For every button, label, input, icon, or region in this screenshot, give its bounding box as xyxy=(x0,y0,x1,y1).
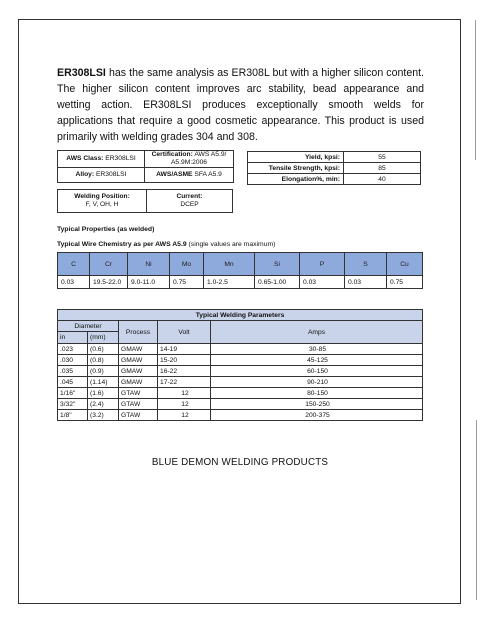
chemistry-header-row xyxy=(58,253,423,276)
chem-header: Mo xyxy=(170,253,204,276)
product-name: ER308LSI xyxy=(57,67,106,79)
chem-value: 0.75 xyxy=(170,276,204,289)
amps: 150-250 xyxy=(211,399,423,410)
process: GMAW xyxy=(119,344,158,355)
mechanical-properties-table xyxy=(247,151,421,185)
chem-value: 0.65-1.00 xyxy=(255,276,300,289)
process: GTAW xyxy=(119,399,158,410)
diameter-in: 3/32" xyxy=(58,399,88,410)
chem-header: Si xyxy=(255,253,300,276)
chem-value: 0.03 xyxy=(300,276,345,289)
amps: 200-375 xyxy=(211,410,423,421)
diameter-in: .023 xyxy=(58,344,88,355)
process: GMAW xyxy=(119,366,158,377)
volt: 15-20 xyxy=(158,355,211,366)
diameter-header: Diameter xyxy=(58,321,119,332)
aws-class-cell xyxy=(58,151,145,168)
spec-cell xyxy=(145,168,234,183)
position-current-table xyxy=(57,189,233,213)
certification-label: Certification: xyxy=(151,151,193,158)
table-row xyxy=(58,410,423,421)
spec-label: AWS/ASME xyxy=(156,171,193,178)
scan-edge-line xyxy=(475,20,476,160)
property-label: Elongation%, min: xyxy=(248,174,344,185)
diameter-mm: (0.9) xyxy=(88,366,119,377)
chem-value: 9.0-11.0 xyxy=(128,276,170,289)
property-row xyxy=(248,152,421,163)
property-label: Yield, kpsi: xyxy=(248,152,344,163)
process: GTAW xyxy=(119,388,158,399)
process-header: Process xyxy=(119,321,158,344)
table-row xyxy=(58,399,423,410)
intro-text: has the same analysis as ER308L but with a higher silicon content. The higher silicon content improves arc stability, bead appearance and wetting action. ER308LSI produces exceptionally smooth welds for applications that require a good cosmetic appearance. This product is used primarily with welding grades 304 and 308. xyxy=(57,67,424,143)
alloy-label: Alloy: xyxy=(75,171,95,178)
aws-class-label: AWS Class: xyxy=(66,155,104,162)
volt: 12 xyxy=(158,410,211,421)
in-header: in xyxy=(58,332,88,344)
aws-class-value: ER308LSI xyxy=(105,155,136,162)
alloy-cell xyxy=(58,168,145,183)
volt-header: Volt xyxy=(158,321,211,344)
scan-edge-line xyxy=(476,420,477,600)
footer-company-name: BLUE DEMON WELDING PRODUCTS xyxy=(151,457,329,468)
amps: 30-85 xyxy=(211,344,423,355)
property-value: 85 xyxy=(344,163,421,174)
process: GMAW xyxy=(119,377,158,388)
spec-value: SFA A5.9 xyxy=(194,171,222,178)
amps: 60-150 xyxy=(211,366,423,377)
amps: 90-210 xyxy=(211,377,423,388)
volt: 17-22 xyxy=(158,377,211,388)
chem-header: C xyxy=(58,253,90,276)
amps: 45-125 xyxy=(211,355,423,366)
diameter-mm: (1.14) xyxy=(88,377,119,388)
diameter-mm: (3.2) xyxy=(88,410,119,421)
chem-header: Cu xyxy=(387,253,423,276)
chem-header: Cr xyxy=(90,253,128,276)
welding-position-label: Welding Position: xyxy=(74,193,130,200)
welding-position-cell xyxy=(58,190,147,213)
chemistry-title-bold: Typical Wire Chemistry as per AWS A5.9 xyxy=(57,241,187,248)
table-row xyxy=(58,344,423,355)
current-cell xyxy=(147,190,233,213)
chem-value: 19.5-22.0 xyxy=(90,276,128,289)
chem-header: Ni xyxy=(128,253,170,276)
amps-header: Amps xyxy=(211,321,423,344)
certification-value: AWS A5.9/ A5.9M:2006 xyxy=(170,151,227,166)
diameter-in: 1/8" xyxy=(58,410,88,421)
chemistry-value-row xyxy=(58,276,423,289)
amps: 80-150 xyxy=(211,388,423,399)
diameter-in: .045 xyxy=(58,377,88,388)
chem-value: 1.0-2.5 xyxy=(204,276,255,289)
chem-value: 0.03 xyxy=(345,276,387,289)
welding-parameters-title: Typical Welding Parameters xyxy=(58,310,423,321)
property-label: Tensile Strength, kpsi: xyxy=(248,163,344,174)
diameter-in: .030 xyxy=(58,355,88,366)
current-value: DCEP xyxy=(180,201,199,208)
typical-properties-title: Typical Properties (as welded) xyxy=(57,226,155,233)
certification-cell xyxy=(145,151,234,168)
volt: 12 xyxy=(158,388,211,399)
property-value: 55 xyxy=(344,152,421,163)
chem-header: P xyxy=(300,253,345,276)
property-value: 40 xyxy=(344,174,421,185)
chem-header: S xyxy=(345,253,387,276)
welding-parameters-table xyxy=(57,309,423,421)
volt: 16-22 xyxy=(158,366,211,377)
chemistry-table xyxy=(57,252,423,289)
process: GMAW xyxy=(119,355,158,366)
process: GTAW xyxy=(119,410,158,421)
diameter-mm: (1.6) xyxy=(88,388,119,399)
chem-header: Mn xyxy=(204,253,255,276)
diameter-mm: (0.8) xyxy=(88,355,119,366)
diameter-in: 1/16" xyxy=(58,388,88,399)
alloy-value: ER308LSI xyxy=(95,171,127,178)
welding-position-value: F, V, OH, H xyxy=(85,201,119,208)
intro-paragraph xyxy=(57,65,424,145)
table-row xyxy=(58,388,423,399)
mm-header: (mm) xyxy=(88,332,119,344)
property-row xyxy=(248,174,421,185)
volt: 12 xyxy=(158,399,211,410)
diameter-mm: (2.4) xyxy=(88,399,119,410)
table-row xyxy=(58,355,423,366)
aws-class-table xyxy=(57,150,234,183)
chemistry-title xyxy=(57,241,275,248)
table-row xyxy=(58,377,423,388)
diameter-in: .035 xyxy=(58,366,88,377)
chemistry-title-note: (single values are maximum) xyxy=(186,241,276,248)
current-label: Current: xyxy=(176,193,203,200)
table-row xyxy=(58,366,423,377)
chem-value: 0.75 xyxy=(387,276,423,289)
property-row xyxy=(248,163,421,174)
diameter-mm: (0.6) xyxy=(88,344,119,355)
volt: 14-19 xyxy=(158,344,211,355)
chem-value: 0.03 xyxy=(58,276,90,289)
